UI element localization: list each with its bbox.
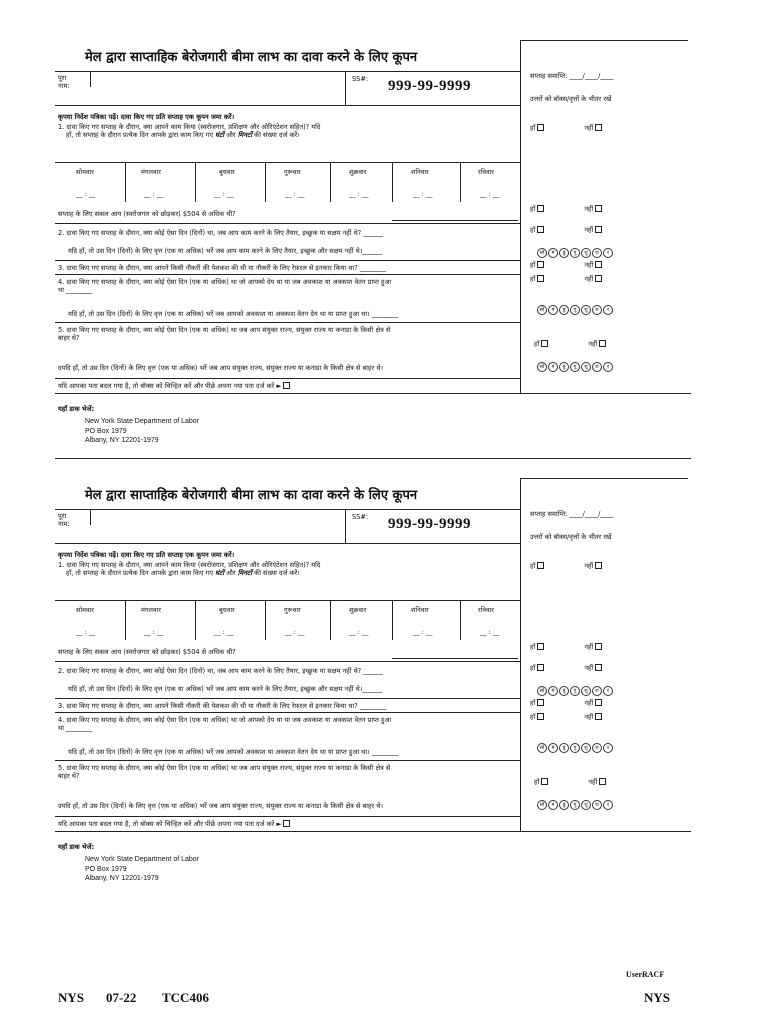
circle-day[interactable]: र xyxy=(603,305,613,315)
friday-time-input[interactable]: __ : __ xyxy=(349,628,369,636)
day-divider xyxy=(330,600,331,640)
coupon-title: मेल द्वारा साप्ताहिक बेरोजगारी बीमा लाभ का दावा करने के लिए कूपन xyxy=(85,488,418,503)
circle-day[interactable]: श xyxy=(592,362,602,372)
circle-day[interactable]: सो xyxy=(537,362,547,372)
circle-day[interactable]: मं xyxy=(548,686,558,696)
saturday-time-input[interactable]: __ : __ xyxy=(413,190,433,198)
q2-no-checkbox[interactable] xyxy=(595,664,602,671)
name-label-divider xyxy=(90,71,91,87)
q2-yes-checkbox[interactable] xyxy=(537,226,544,233)
tuesday-time-input[interactable]: __ : __ xyxy=(144,628,164,636)
q3-yes-checkbox[interactable] xyxy=(537,261,544,268)
q4-yes-no: हाँ नहीं xyxy=(530,713,602,721)
q5-yes-no: हाँ नहीं xyxy=(534,778,606,786)
circle-day[interactable]: मं xyxy=(548,362,558,372)
circle-day[interactable]: गु xyxy=(570,743,580,753)
q4-yes-checkbox[interactable] xyxy=(537,713,544,720)
q2-yes-no: हाँ नहीं xyxy=(530,664,602,672)
circle-day[interactable]: सो xyxy=(537,743,547,753)
q1-yes-checkbox[interactable] xyxy=(537,124,544,131)
q3-yes-no: हाँ नहीं xyxy=(530,699,602,707)
name-label: पूरा नाम: xyxy=(58,512,70,529)
day-tuesday: मंगलवार xyxy=(141,168,161,176)
day-saturday: शनिवार xyxy=(411,168,429,176)
question-4: 4. दावा किए गए सप्ताह के दौरान, क्या कोई ऐसा दिन (एक या अधिक) था जो आपको देय था या जब अवकाश या अवकाश वेतन प्राप्त हुआ था ________ xyxy=(58,716,392,733)
right-column-divider xyxy=(520,40,521,393)
earnings-question: सप्ताह के लिए सकल आय (स्वरोजगार को छोड़कर) $504 से अधिक थी? xyxy=(58,648,236,656)
question-4: 4. दावा किए गए सप्ताह के दौरान, क्या कोई ऐसा दिन (एक या अधिक) था जो आपको देय था या जब अवकाश या अवकाश वेतन प्राप्त हुआ था ________ xyxy=(58,278,392,295)
circle-day[interactable]: श xyxy=(592,305,602,315)
top-rule xyxy=(520,478,688,479)
coupon-separator xyxy=(55,458,691,459)
name-input[interactable] xyxy=(92,73,342,103)
earnings-yes-checkbox[interactable] xyxy=(537,205,544,212)
top-rule xyxy=(520,40,688,41)
ss-number: 999-99-9999 xyxy=(388,516,471,532)
name-row-top xyxy=(55,509,520,510)
day-wednesday: बुधवार xyxy=(219,168,235,176)
tuesday-time-input[interactable]: __ : __ xyxy=(144,190,164,198)
q4-bottom-rule xyxy=(55,322,520,323)
circle-day[interactable]: र xyxy=(603,248,613,258)
question-5: 5. दावा किए गए सप्ताह के दौरान, क्या कोई ऐसा दिन (एक या अधिक) था जब आप संयुक्त राज्य, संयुक्त राज्य या कनाडा के किसी क्षेत्र से बाहर थे? xyxy=(58,326,391,343)
circle-day[interactable]: र xyxy=(603,743,613,753)
footer-state-right: NYS xyxy=(644,990,671,1005)
coupon-bottom xyxy=(0,478,770,888)
question-2: 2. दावा किए गए सप्ताह के दौरान, क्या कोई ऐसा दिन (दिनों) था, जब आप काम करने के लिए तैयार, इच्छुक या सक्षम नहीं थे? ______ xyxy=(58,229,384,237)
q5-bottom-rule xyxy=(55,378,520,379)
circle-day[interactable]: र xyxy=(603,362,613,372)
q1-yes-checkbox[interactable] xyxy=(537,562,544,569)
question-3: 3. दावा किए गए सप्ताह के दौरान, क्या आपने किसी नौकरी की पेशकश की थी या नौकरी के लिए रेफ़रल से इनकार किया था? ________ xyxy=(58,702,387,710)
q3-bottom-rule xyxy=(55,712,520,713)
q3-yes-checkbox[interactable] xyxy=(537,699,544,706)
user-racf: UserRACF xyxy=(626,970,665,979)
earnings-question: सप्ताह के लिए सकल आय (स्वरोजगार को छोड़कर) $504 से अधिक थी? xyxy=(58,210,236,218)
circle-day[interactable]: बु xyxy=(559,800,569,810)
q5-yes-checkbox[interactable] xyxy=(541,778,548,785)
q2-bottom-rule xyxy=(55,260,520,261)
circle-day[interactable]: श xyxy=(592,686,602,696)
coupon-title: मेल द्वारा साप्ताहिक बेरोजगारी बीमा लाभ का दावा करने के लिए कूपन xyxy=(85,50,418,65)
day-divider xyxy=(330,162,331,202)
day-monday: सोमवार xyxy=(76,168,94,176)
circle-day[interactable]: गु xyxy=(570,800,580,810)
monday-time-input[interactable]: __ : __ xyxy=(76,628,96,636)
question-5: 5. दावा किए गए सप्ताह के दौरान, क्या कोई ऐसा दिन (एक या अधिक) था जब आप संयुक्त राज्य, संयुक्त राज्य या कनाडा के किसी क्षेत्र से बाहर थे? xyxy=(58,764,391,781)
circle-day[interactable]: शु xyxy=(581,305,591,315)
q5-bottom-rule xyxy=(55,816,520,817)
right-column-divider xyxy=(520,478,521,831)
q2-day-circles xyxy=(537,686,613,696)
question-4-followup: यदि हाँ, तो उस दिन (दिनों) के लिए वृत्त (एक या अधिक) भरें जब आपको अवकाश या अवकाश वेतन देय था या प्राप्त हुआ था। ________ xyxy=(68,748,399,756)
circle-day[interactable]: मं xyxy=(548,743,558,753)
address-bottom-rule xyxy=(55,831,691,832)
footer-state-left: NYS xyxy=(58,990,85,1005)
name-input[interactable] xyxy=(92,511,342,541)
day-divider xyxy=(125,600,126,640)
circle-day[interactable]: शु xyxy=(581,800,591,810)
day-divider xyxy=(195,600,196,640)
question-2: 2. दावा किए गए सप्ताह के दौरान, क्या कोई ऐसा दिन (दिनों) था, जब आप काम करने के लिए तैयार, इच्छुक या सक्षम नहीं थे? ______ xyxy=(58,667,384,675)
q1-yes-no: हाँ नहीं xyxy=(530,124,602,132)
answer-instruction: उत्तरों को बॉक्स/वृत्तों के भीतर रखें xyxy=(530,533,612,541)
earnings-no-checkbox[interactable] xyxy=(595,205,602,212)
circle-day[interactable]: शु xyxy=(581,686,591,696)
earnings-bottom-rule xyxy=(55,223,520,224)
instructions-heading: कृपया निर्देश पत्रिका पढ़ें। दावा किए गए प्रति सप्ताह एक कूपन जमा करें। xyxy=(58,113,235,121)
day-divider xyxy=(392,600,393,640)
q2-yes-checkbox[interactable] xyxy=(537,664,544,671)
day-sunday: रविवार xyxy=(478,168,494,176)
earnings-answer-line xyxy=(392,220,518,221)
day-friday: शुक्रवार xyxy=(349,168,367,176)
name-row-bottom xyxy=(55,105,520,106)
question-1: 1. दावा किए गए सप्ताह के दौरान, क्या आपने काम किया (स्वरोजगार, प्रशिक्षण और ओरिएंटेशन सहित)? यदि हाँ, तो सप्ताह के दौरान प्रत्येक दिन आपके द्वारा काम किए गए घंटों और मिनटों की संख्या दर्ज करें। xyxy=(58,561,321,578)
name-row-top xyxy=(55,71,520,72)
circle-day[interactable]: शु xyxy=(581,743,591,753)
day-saturday: शनिवार xyxy=(411,606,429,614)
address-change-row: यदि आपका पता बदल गया है, तो बॉक्स को चिन्हित करें और पीछे अपना नया पता दर्ज करें ► xyxy=(58,820,290,828)
coupon-top xyxy=(0,40,770,450)
day-tuesday: मंगलवार xyxy=(141,606,161,614)
q4-yes-checkbox[interactable] xyxy=(537,275,544,282)
ss-number: 999-99-9999 xyxy=(388,78,471,94)
q2-day-circles xyxy=(537,248,613,258)
day-friday: शुक्रवार xyxy=(349,606,367,614)
q2-bottom-rule xyxy=(55,698,520,699)
q4-bottom-rule xyxy=(55,760,520,761)
thursday-time-input[interactable]: __ : __ xyxy=(285,628,305,636)
ss-label: SS#: xyxy=(352,513,369,521)
q5-day-circles xyxy=(537,800,613,810)
day-divider xyxy=(265,600,266,640)
circle-day[interactable]: श xyxy=(592,800,602,810)
question-1: 1. दावा किए गए सप्ताह के दौरान, क्या आपने काम किया (स्वरोजगार, प्रशिक्षण और ओरिएंटेशन सहित)? यदि हाँ, तो सप्ताह के दौरान प्रत्येक दिन आपके द्वारा काम किए गए घंटों और मिनटों की संख्या दर्ज करें। xyxy=(58,123,321,140)
week-ending-field[interactable]: सप्ताह समाप्ति: ____/____/____ xyxy=(530,510,614,518)
q5-yes-checkbox[interactable] xyxy=(541,340,548,347)
circle-day[interactable]: मं xyxy=(548,248,558,258)
earnings-yes-checkbox[interactable] xyxy=(537,643,544,650)
q4-yes-no: हाँ नहीं xyxy=(530,275,602,283)
circle-day[interactable]: मं xyxy=(548,800,558,810)
q3-yes-no: हाँ नहीं xyxy=(530,261,602,269)
wednesday-time-input[interactable]: __ : __ xyxy=(214,628,234,636)
circle-day[interactable]: बु xyxy=(559,248,569,258)
earnings-yes-no: हाँ नहीं xyxy=(530,643,602,651)
day-thursday: गुरूवार xyxy=(284,606,301,614)
name-row-bottom xyxy=(55,543,520,544)
q2-yes-no: हाँ नहीं xyxy=(530,226,602,234)
mailing-address: New York State Department of Labor PO Box 1979 Albany, NY 12201-1979 xyxy=(85,418,200,444)
day-divider xyxy=(392,162,393,202)
circle-day[interactable]: गु xyxy=(570,305,580,315)
circle-day[interactable]: गु xyxy=(570,248,580,258)
q4-no-checkbox[interactable] xyxy=(595,713,602,720)
week-ending-field[interactable]: सप्ताह समाप्ति: ____/____/____ xyxy=(530,72,614,80)
address-change-row: यदि आपका पता बदल गया है, तो बॉक्स को चिन्हित करें और पीछे अपना नया पता दर्ज करें ► xyxy=(58,382,290,390)
day-divider xyxy=(265,162,266,202)
mail-to-heading: यहाँ डाक भेजें: xyxy=(58,405,95,413)
day-sunday: रविवार xyxy=(478,606,494,614)
circle-day[interactable]: मं xyxy=(548,305,558,315)
name-ss-divider xyxy=(345,71,346,105)
name-label: पूरा नाम: xyxy=(58,74,70,91)
day-divider xyxy=(195,162,196,202)
earnings-bottom-rule xyxy=(55,661,520,662)
earnings-no-checkbox[interactable] xyxy=(595,643,602,650)
q1-no-checkbox[interactable] xyxy=(595,562,602,569)
circle-day[interactable]: गु xyxy=(570,362,580,372)
sunday-time-input[interactable]: __ : __ xyxy=(480,628,500,636)
circle-day[interactable]: श xyxy=(592,743,602,753)
circle-day[interactable]: सो xyxy=(537,305,547,315)
address-change-checkbox[interactable] xyxy=(283,382,290,389)
day-divider xyxy=(460,162,461,202)
circle-day[interactable]: र xyxy=(603,800,613,810)
instructions-heading: कृपया निर्देश पत्रिका पढ़ें। दावा किए गए प्रति सप्ताह एक कूपन जमा करें। xyxy=(58,551,235,559)
circle-day[interactable]: सो xyxy=(537,248,547,258)
question-3: 3. दावा किए गए सप्ताह के दौरान, क्या आपने किसी नौकरी की पेशकश की थी या नौकरी के लिए रेफ़रल से इनकार किया था? ________ xyxy=(58,264,387,272)
circle-day[interactable]: सो xyxy=(537,800,547,810)
answer-instruction: उत्तरों को बॉक्स/वृत्तों के भीतर रखें xyxy=(530,95,612,103)
earnings-yes-no: हाँ नहीं xyxy=(530,205,602,213)
q3-bottom-rule xyxy=(55,274,520,275)
q5-yes-no: हाँ नहीं xyxy=(534,340,606,348)
ss-label: SS#: xyxy=(352,75,369,83)
day-divider xyxy=(125,162,126,202)
day-thursday: गुरूवार xyxy=(284,168,301,176)
circle-day[interactable]: बु xyxy=(559,686,569,696)
day-monday: सोमवार xyxy=(76,606,94,614)
question-2-followup: यदि हाँ, तो उस दिन (दिनों) के लिए वृत्त (एक या अधिक) भरें जब आप काम करने के लिए तैयार, इच्छुक और सक्षम नहीं थे।______ xyxy=(68,685,382,693)
monday-time-input[interactable]: __ : __ xyxy=(76,190,96,198)
circle-day[interactable]: बु xyxy=(559,743,569,753)
q4-no-checkbox[interactable] xyxy=(595,275,602,282)
circle-day[interactable]: गु xyxy=(570,686,580,696)
q4-day-circles xyxy=(537,743,613,753)
question-2-followup: यदि हाँ, तो उस दिन (दिनों) के लिए वृत्त (एक या अधिक) भरें जब आप काम करने के लिए तैयार, इच्छुक और सक्षम नहीं थे।______ xyxy=(68,247,382,255)
circle-day[interactable]: बु xyxy=(559,362,569,372)
question-5-followup: दयदि हाँ, तो उस दिन (दिनों) के लिए वृत्त (एक या अधिक) भरें जब आप संयुक्त राज्य, संयुक्त राज्य या कनाडा के किसी क्षेत्र से बाहर थे। xyxy=(58,364,383,372)
sunday-time-input[interactable]: __ : __ xyxy=(480,190,500,198)
circle-day[interactable]: सो xyxy=(537,686,547,696)
day-divider xyxy=(460,600,461,640)
mail-to-heading: यहाँ डाक भेजें: xyxy=(58,843,95,851)
circle-day[interactable]: श xyxy=(592,248,602,258)
address-bottom-rule xyxy=(55,393,691,394)
question-4-followup: यदि हाँ, तो उस दिन (दिनों) के लिए वृत्त (एक या अधिक) भरें जब आपको अवकाश या अवकाश वेतन देय था या प्राप्त हुआ था। ________ xyxy=(68,310,399,318)
footer-date: 07-22 xyxy=(106,990,137,1005)
earnings-answer-line xyxy=(392,658,518,659)
mailing-address: New York State Department of Labor PO Box 1979 Albany, NY 12201-1979 xyxy=(85,856,200,882)
q2-no-checkbox[interactable] xyxy=(595,226,602,233)
day-wednesday: बुधवार xyxy=(219,606,235,614)
name-label-divider xyxy=(90,509,91,525)
friday-time-input[interactable]: __ : __ xyxy=(349,190,369,198)
name-ss-divider xyxy=(345,509,346,543)
footer-form-code: TCC406 xyxy=(162,990,209,1005)
wednesday-time-input[interactable]: __ : __ xyxy=(214,190,234,198)
circle-day[interactable]: र xyxy=(603,686,613,696)
question-5-followup: दयदि हाँ, तो उस दिन (दिनों) के लिए वृत्त (एक या अधिक) भरें जब आप संयुक्त राज्य, संयुक्त राज्य या कनाडा के किसी क्षेत्र से बाहर थे। xyxy=(58,802,383,810)
q5-no-checkbox[interactable] xyxy=(599,340,606,347)
saturday-time-input[interactable]: __ : __ xyxy=(413,628,433,636)
address-change-checkbox[interactable] xyxy=(283,820,290,827)
q3-no-checkbox[interactable] xyxy=(595,261,602,268)
q5-day-circles xyxy=(537,362,613,372)
q1-yes-no: हाँ नहीं xyxy=(530,562,602,570)
circle-day[interactable]: बु xyxy=(559,305,569,315)
q3-no-checkbox[interactable] xyxy=(595,699,602,706)
q4-day-circles xyxy=(537,305,613,315)
q1-no-checkbox[interactable] xyxy=(595,124,602,131)
q5-no-checkbox[interactable] xyxy=(599,778,606,785)
circle-day[interactable]: शु xyxy=(581,248,591,258)
thursday-time-input[interactable]: __ : __ xyxy=(285,190,305,198)
circle-day[interactable]: शु xyxy=(581,362,591,372)
